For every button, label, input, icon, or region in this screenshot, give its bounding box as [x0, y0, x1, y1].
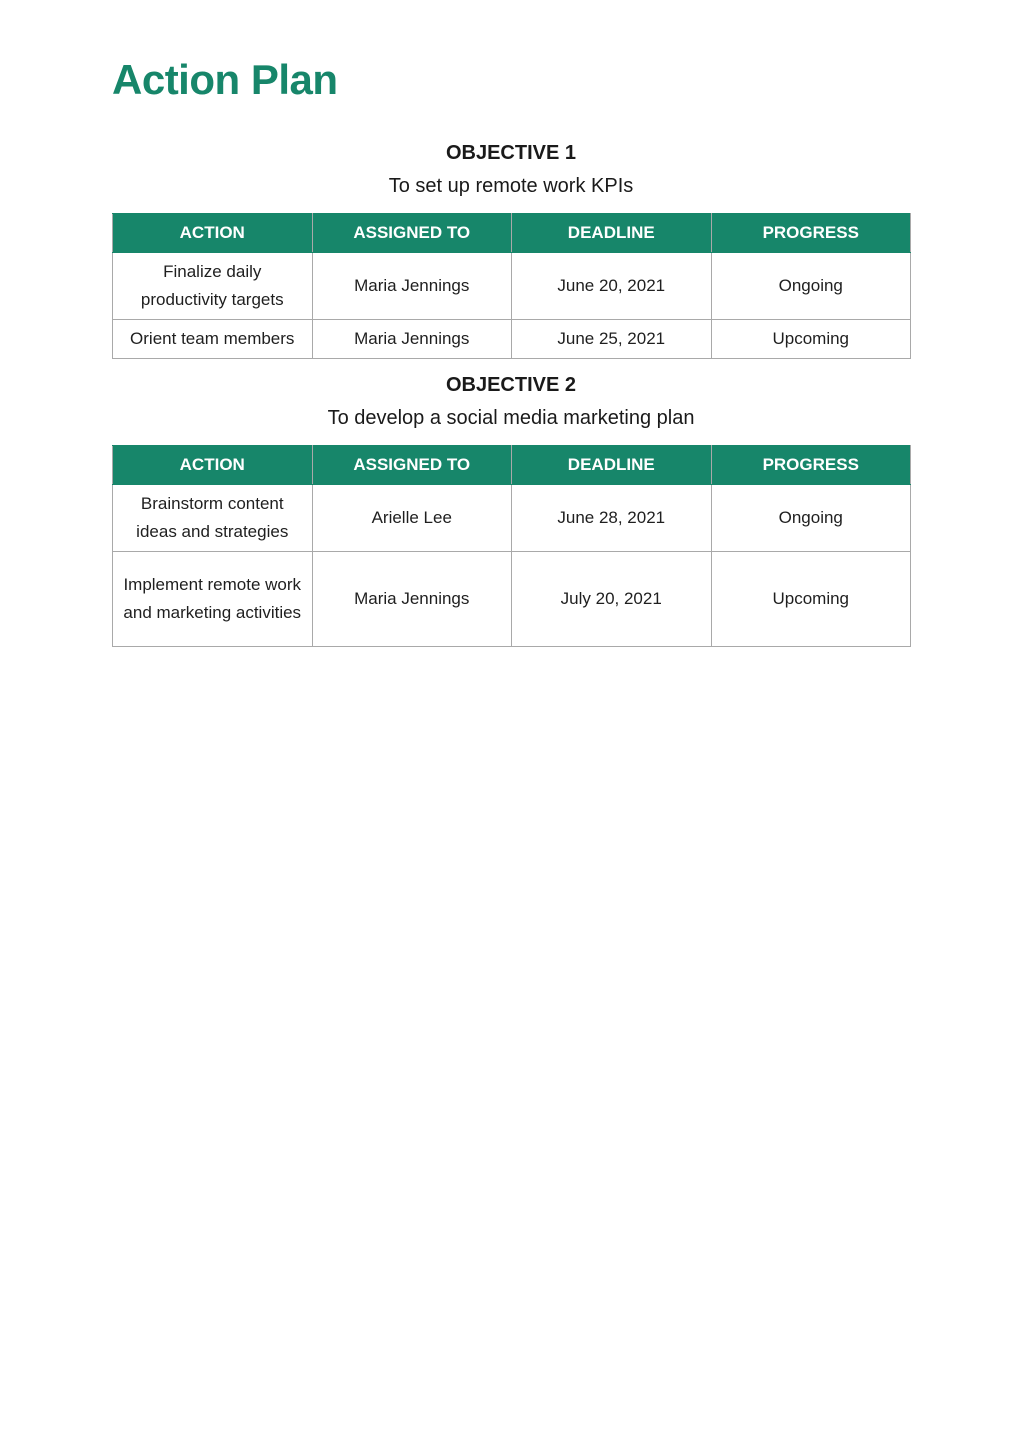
objective-description: To develop a social media marketing plan	[327, 407, 695, 429]
column-header-assigned-to: ASSIGNED TO	[312, 446, 512, 485]
table-row	[113, 552, 911, 647]
objective-description: To set up remote work KPIs	[388, 175, 634, 197]
column-header-action: ACTION	[113, 446, 313, 485]
cell-action: Orient team members	[113, 320, 313, 359]
cell-assigned-to: Maria Jennings	[312, 320, 512, 359]
cell-assigned-to: Maria Jennings	[312, 253, 512, 320]
objective-label: OBJECTIVE 2	[445, 374, 577, 396]
cell-progress: Upcoming	[711, 320, 911, 359]
column-header-progress: PROGRESS	[711, 214, 911, 253]
table-row	[113, 485, 911, 552]
table-row	[113, 320, 911, 359]
cell-deadline: June 28, 2021	[512, 485, 712, 552]
cell-assigned-to: Arielle Lee	[312, 485, 512, 552]
column-header-action: ACTION	[113, 214, 313, 253]
objective-label: OBJECTIVE 1	[445, 142, 577, 164]
objective-section-2	[112, 372, 910, 647]
column-header-assigned-to: ASSIGNED TO	[312, 214, 512, 253]
table-header-row	[113, 446, 911, 485]
cell-progress: Ongoing	[711, 253, 911, 320]
table-header-row	[113, 214, 911, 253]
cell-action: Finalize daily productivity targets	[113, 253, 313, 320]
cell-progress: Upcoming	[711, 552, 911, 647]
table-row	[113, 253, 911, 320]
cell-assigned-to: Maria Jennings	[312, 552, 512, 647]
cell-deadline: June 20, 2021	[512, 253, 712, 320]
cell-deadline: July 20, 2021	[512, 552, 712, 647]
objective-section-1	[112, 140, 910, 359]
action-table-2	[112, 445, 911, 647]
cell-action: Implement remote work and marketing activities	[113, 552, 313, 647]
page-title: Action Plan	[112, 56, 338, 103]
column-header-deadline: DEADLINE	[512, 446, 712, 485]
cell-action: Brainstorm content ideas and strategies	[113, 485, 313, 552]
cell-progress: Ongoing	[711, 485, 911, 552]
column-header-deadline: DEADLINE	[512, 214, 712, 253]
cell-deadline: June 25, 2021	[512, 320, 712, 359]
column-header-progress: PROGRESS	[711, 446, 911, 485]
action-table-1	[112, 213, 911, 359]
